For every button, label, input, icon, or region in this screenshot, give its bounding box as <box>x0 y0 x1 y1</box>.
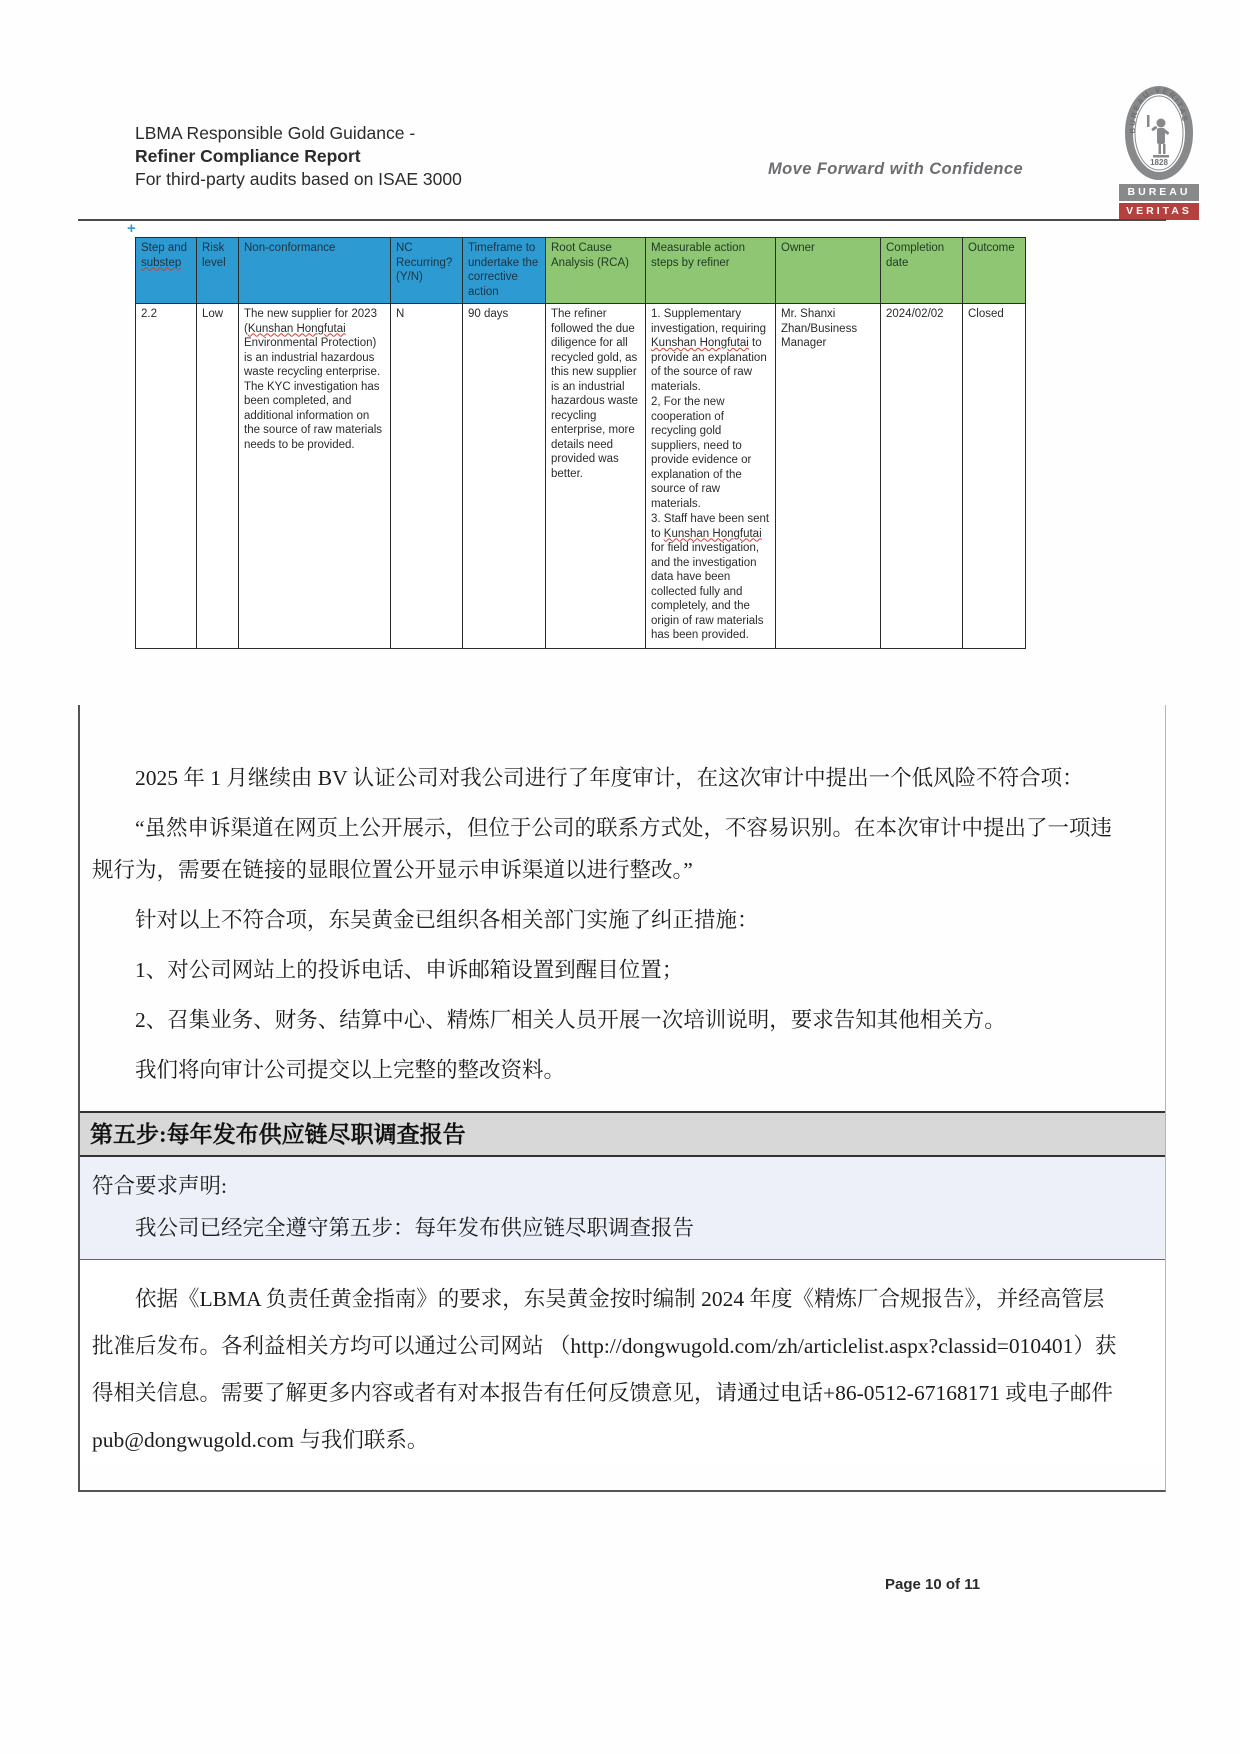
logo-veritas-bar: VERITAS <box>1119 203 1199 220</box>
logo-year: 1828 <box>1150 158 1168 167</box>
col-header-rca: Root Cause Analysis (RCA) <box>546 238 646 304</box>
logo-bureau-bar: BUREAU <box>1119 184 1199 201</box>
table-move-handle-icon: + <box>127 220 136 237</box>
col-header-owner: Owner <box>776 238 881 304</box>
paragraph-measure-1: 1、对公司网站上的投诉电话、申诉邮箱设置到醒目位置； <box>135 958 684 982</box>
document-title <box>135 122 462 191</box>
cell-completion-date: 2024/02/02 <box>881 304 963 649</box>
bv-tagline: Move Forward with Confidence <box>768 160 1024 178</box>
cell-risk-level: Low <box>197 304 239 649</box>
paragraph-submit-materials: 我们将向审计公司提交以上完整的整改资料。 <box>135 1058 566 1082</box>
report-body-frame <box>78 705 1166 1492</box>
action-step-2: 2, For the new cooperation of recycling gold suppliers, need to provide evidence or explanation of the source of raw materials. <box>651 396 752 510</box>
logo-ring-text: BUREAU VERITAS <box>1127 85 1190 134</box>
nc-text-post: Environmental Protection) is an industrial hazardous waste recycling enterprise. The KYC investigation has been completed, and additional information on the source of raw materials needs to be provided. <box>244 337 383 451</box>
statement-label: 符合要求声明: <box>92 1174 227 1198</box>
col-header-non-conformance: Non-conformance <box>239 238 391 304</box>
closing-paragraph-box <box>80 1260 1165 1464</box>
paragraph-corrective-intro: 针对以上不符合项，东吴黄金已组织各相关部门实施了纠正措施： <box>135 908 759 932</box>
col-header-action-steps: Measurable action steps by refiner <box>646 238 776 304</box>
col-header-step-text: Step and <box>141 242 188 254</box>
cell-owner: Mr. Shanxi Zhan/Business Manager <box>776 304 881 649</box>
cell-step: 2.2 <box>136 304 197 649</box>
section-heading-step5: 第五步:每年发布供应链尽职调查报告 <box>80 1111 1165 1157</box>
cell-timeframe: 90 days <box>463 304 546 649</box>
action1-supplier-name: Kunshan Hongfutai <box>651 337 749 349</box>
cell-non-conformance <box>239 304 391 649</box>
title-line-1: LBMA Responsible Gold Guidance - <box>135 123 416 143</box>
col-header-timeframe: Timeframe to undertake the corrective action <box>463 238 546 304</box>
compliance-statement-box <box>80 1157 1165 1260</box>
title-line-3: For third-party audits based on ISAE 3000 <box>135 169 462 189</box>
action-step-3 <box>651 512 771 643</box>
bureau-veritas-logo <box>1118 85 1200 222</box>
col-header-nc-recurring: NC Recurring? (Y/N) <box>391 238 463 304</box>
col-header-substep-text: substep <box>141 256 182 269</box>
action3-post: for field investigation, and the investigation data have been collected fully and completely, and the origin of raw materials has been provided. <box>651 542 764 641</box>
cell-outcome: Closed <box>963 304 1026 649</box>
col-header-risk-level: Risk level <box>197 238 239 304</box>
bureau-veritas-emblem-icon <box>1123 85 1195 181</box>
action1-pre: 1. Supplementary investigation, requiring <box>651 308 767 335</box>
nc-text-pre: The new supplier for 2023 ( <box>244 308 377 335</box>
action3-pre: 3. Staff have been sent to <box>651 513 770 540</box>
nc-supplier-name: Kunshan Hongfutai <box>247 322 346 335</box>
statement-text: 我公司已经完全遵守第五步：每年发布供应链尽职调查报告 <box>135 1216 695 1240</box>
col-header-completion-date: Completion date <box>881 238 963 304</box>
paragraph-audit-2025: 2025 年 1 月继续由 BV 认证公司对我公司进行了年度审计，在这次审计中提出一个低风险不符合项： <box>135 766 1084 790</box>
cell-rca: The refiner followed the due diligence for all recycled gold, as this new supplier is an industrial hazardous waste recycling enterprise, more details need provided was better. <box>546 304 646 649</box>
action3-supplier-name: Kunshan Hongfutai <box>663 527 762 540</box>
paragraph-measure-2: 2、召集业务、财务、结算中心、精炼厂相关人员开展一次培训说明，要求告知其他相关方。 <box>135 1008 1006 1032</box>
cell-action-steps <box>646 304 776 649</box>
col-header-step <box>136 238 197 304</box>
closing-paragraph: 依据《LBMA 负责任黄金指南》的要求，东吴黄金按时编制 2024 年度《精炼厂合规报告》，并经高管层批准后发布。各利益相关方均可以通过公司网站 （http://dongwugold.com/zh/articlelist.aspx?classid=010401）获得相关信息。需要了解更多内容或者有对本报告有任何反馈意见，请通过电话+86-0512-67168171 或电子邮件 pub@dongwugold.com 与我们联系。 <box>92 1287 1117 1452</box>
title-line-2: Refiner Compliance Report <box>135 146 361 166</box>
nonconformance-table <box>135 237 1026 649</box>
col-header-outcome: Outcome <box>963 238 1026 304</box>
table-header-row <box>136 238 1026 304</box>
page-number: Page 10 of 11 <box>885 1576 981 1593</box>
action1-post: to provide an explanation of the source of raw materials. <box>651 337 767 393</box>
table-row <box>136 304 1026 649</box>
paragraph-finding-quote: “虽然申诉渠道在网页上公开展示，但位于公司的联系方式处，不容易识别。在本次审计中提出了一项违规行为，需要在链接的显眼位置公开显示申诉渠道以进行整改。” <box>92 816 1113 882</box>
cell-nc-recurring: N <box>391 304 463 649</box>
header-divider <box>78 219 1166 221</box>
action-step-1 <box>651 307 771 394</box>
